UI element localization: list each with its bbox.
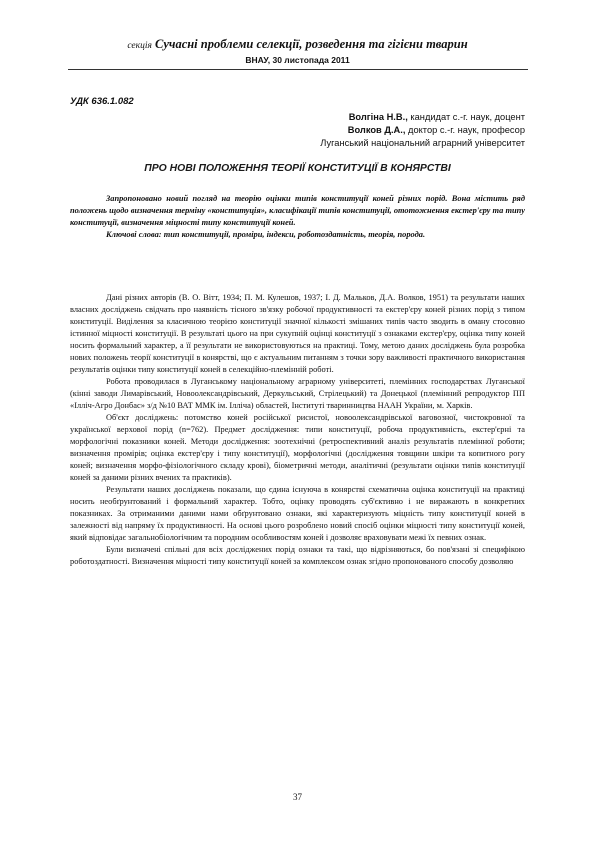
abstract-text: Запропоновано новий погляд на теорію оцінки типів конституції коней різних порід. Вона містить ряд положень щодо визначення терміну «конституція», класифікації типів конституції, ототожнення екстер'єру та типу конституції, визначення міцності типу конституції коней. — [70, 194, 525, 227]
running-header — [0, 36, 595, 66]
body-paragraph: Результати наших досліджень показали, що єдина існуюча в конярстві схематична оцінка конституції на практиці носить необґрунтований і формальний характер. Тобто, оцінку проводять суб'єктивно і не виражають в конкретних показниках. За отриманими даними нами обґрунтовано ознаки, які характеризують міцність типу конституції коней в залежності від напряму їх продуктивності. На основі цього розроблено новий спосіб оцінки міцності типу конституції коней, який відповідає загальнобіологічним та породним особливостям коней і дозволяє враховувати межі їх певних ознак. — [70, 485, 525, 542]
body-paragraph: Дані різних авторів (В. О. Вітт, 1934; П. М. Кулешов, 1937; І. Д. Мальков, Д.А. Волков, 1951) та результати наших власних досліджень свідчать про наявність тісного зв'язку робочої продуктивності та екстер'єру коней різних порід з типом конституції. Виділення за класичною теорією конституції значної кількості змішаних типів часто зводить в оману стосовно істинної міцності конституції. В результаті цього на при сукупній оцінці конституції з ознаками екстер'єру, оцінка типу коней носить формальний характер, а її результати не використовуються на практиці. Тому, метою даних досліджень була розробка нових положень теорії конституції в конярстві, що є актуальним питанням з точки зору важливості практичного використання результатів оцінки типу конституції коней в селекційно-племінній роботі. — [70, 293, 525, 374]
conference-line: ВНАУ, 30 листопада 2011 — [245, 55, 350, 65]
author-name: Волков Д.А., — [347, 125, 406, 135]
author-name: Волгіна Н.В., — [348, 112, 408, 122]
keywords-label: Ключові слова: — [106, 230, 162, 239]
author-details: доктор с.-г. наук, професор — [405, 125, 525, 135]
body-paragraph: Об'єкт досліджень: потомство коней російської рисистої, новоолександрівської ваговозної, чистокровної та української верхової порід (n=762). Предмет дослідження: типи конституції, робоча продуктивність, екстер'єрні та морфологічні показники коней. Методи дослідження: зоотехнічні (ретроспективний аналіз результатів племінної роботи; визначення промірів; оцінка екстер'єру і типу конституції), морфологічні (дослідження товщини шкіри та копитного рогу коней; визначення морфо-фізіологічного складу крові), біометричні методи, аналітичні (результати оцінки типів конституції коней за даними різних вчених та практиків). — [70, 413, 525, 482]
section-title: Сучасні проблеми селекції, розведення та гігієни тварин — [155, 37, 468, 51]
abstract — [70, 193, 525, 241]
article-body — [70, 292, 525, 568]
author-line — [320, 111, 525, 124]
section-prefix: секція — [127, 41, 152, 51]
author-line — [320, 124, 525, 137]
article-title: ПРО НОВІ ПОЛОЖЕННЯ ТЕОРІЇ КОНСТИТУЦІЇ В КОНЯРСТВІ — [144, 163, 451, 174]
body-paragraph: Робота проводилася в Луганському національному аграрному університеті, племінних господарствах Луганської (кінні заводи Лимарівський, Новоолександрівський, Деркульський, Стрілецький) та Донецької (племінний репродуктор ПП «Ілліч-Агро Донбас» з/д №10 ВАТ ММК ім. Ілліча) областей, Інституті тваринництва НААН України, м. Харків. — [70, 377, 525, 410]
affiliation: Луганський національний аграрний університет — [320, 138, 525, 148]
header-divider — [68, 69, 528, 70]
keywords-list: тип конституції, проміри, індекси, роботоздатність, теорія, порода. — [161, 230, 426, 239]
author-block — [320, 111, 525, 150]
udk-code: УДК 636.1.082 — [70, 96, 134, 107]
body-paragraph: Були визначені спільні для всіх досліджених порід ознаки та такі, що відрізняються, бо пов'язані зі специфікою роботоздатності. Визначення міцності типу конституції коней за комплексом ознак згідно пропонованого способу дозволяю — [70, 545, 525, 566]
page-number: 37 — [293, 792, 302, 802]
section-header — [0, 36, 595, 54]
keywords-line — [70, 229, 525, 241]
author-details: кандидат с.-г. наук, доцент — [407, 112, 525, 122]
